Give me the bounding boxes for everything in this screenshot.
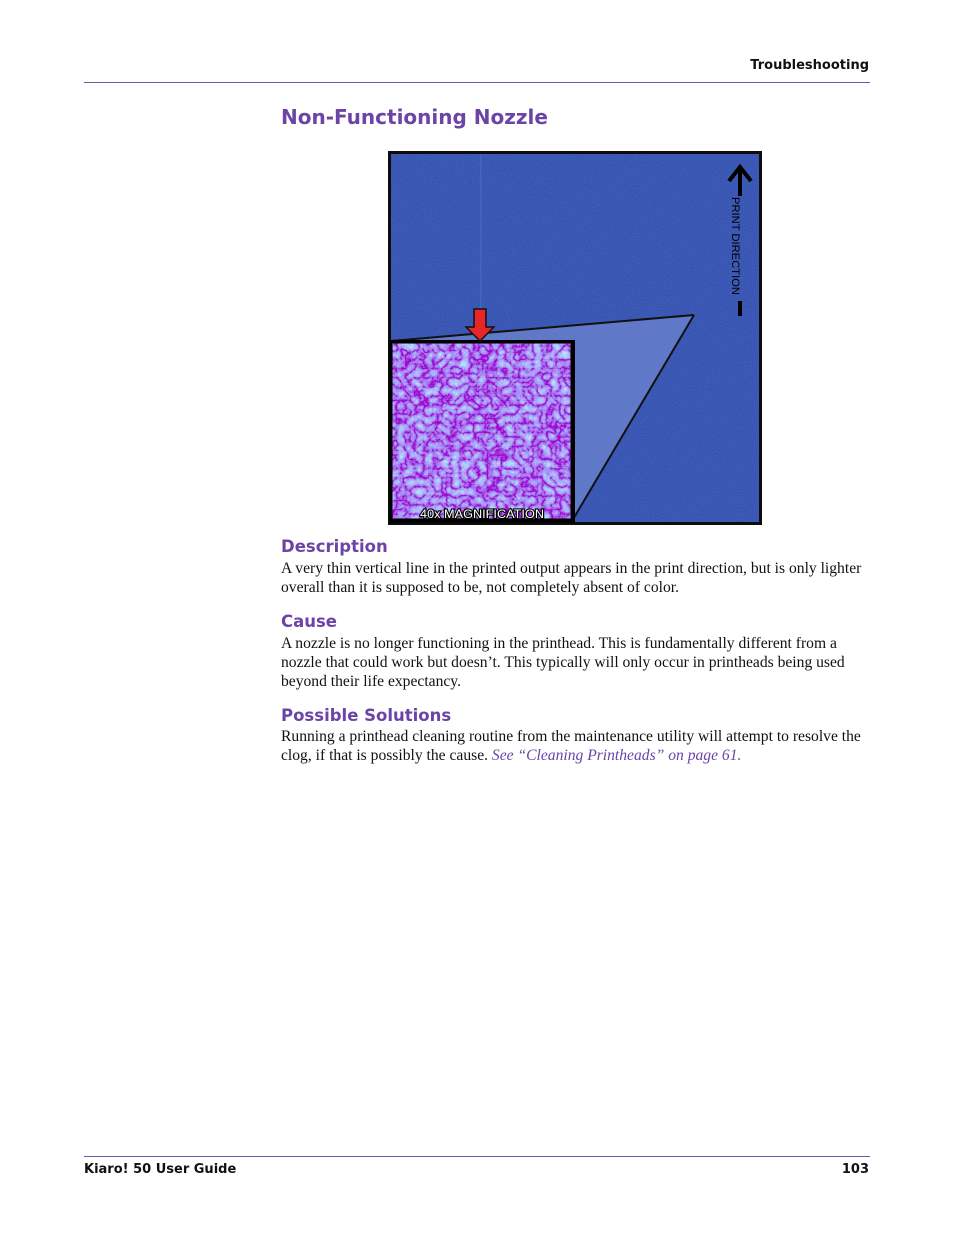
nozzle-figure-image [388, 151, 762, 525]
page-title: Non-Functioning Nozzle [281, 105, 548, 129]
cleaning-printheads-link[interactable]: See “Cleaning Printheads” on page 61. [491, 746, 742, 764]
nozzle-figure [388, 151, 762, 525]
magnification-label: 40x MAGNIFICATION [420, 507, 544, 521]
footer-page-number: 103 [841, 1162, 869, 1177]
footer-doc-title: Kiaro! 50 User Guide [84, 1162, 237, 1177]
solutions-text: Running a printhead cleaning routine from the maintenance utility will attempt to resolve the clog, if that is possibly the cause. [281, 728, 861, 764]
solutions-paragraph [281, 728, 873, 766]
running-header: Troubleshooting [750, 58, 869, 73]
description-text: A very thin vertical line in the printed output appears in the print direction, but is only lighter overall than it is supposed to be, not completely absent of color. [281, 560, 862, 596]
cause-text: A nozzle is no longer functioning in the printhead. This is fundamentally different from a nozzle that could work but doesn’t. This typically will only occur in printheads being used beyond their life expectancy. [281, 635, 845, 690]
print-direction-label: PRINT DIRECTION [729, 197, 741, 294]
footer-rule [84, 1156, 870, 1157]
cause-heading: Cause [281, 612, 338, 631]
header-rule [84, 82, 870, 83]
solutions-heading: Possible Solutions [281, 706, 452, 725]
description-heading: Description [281, 537, 388, 556]
